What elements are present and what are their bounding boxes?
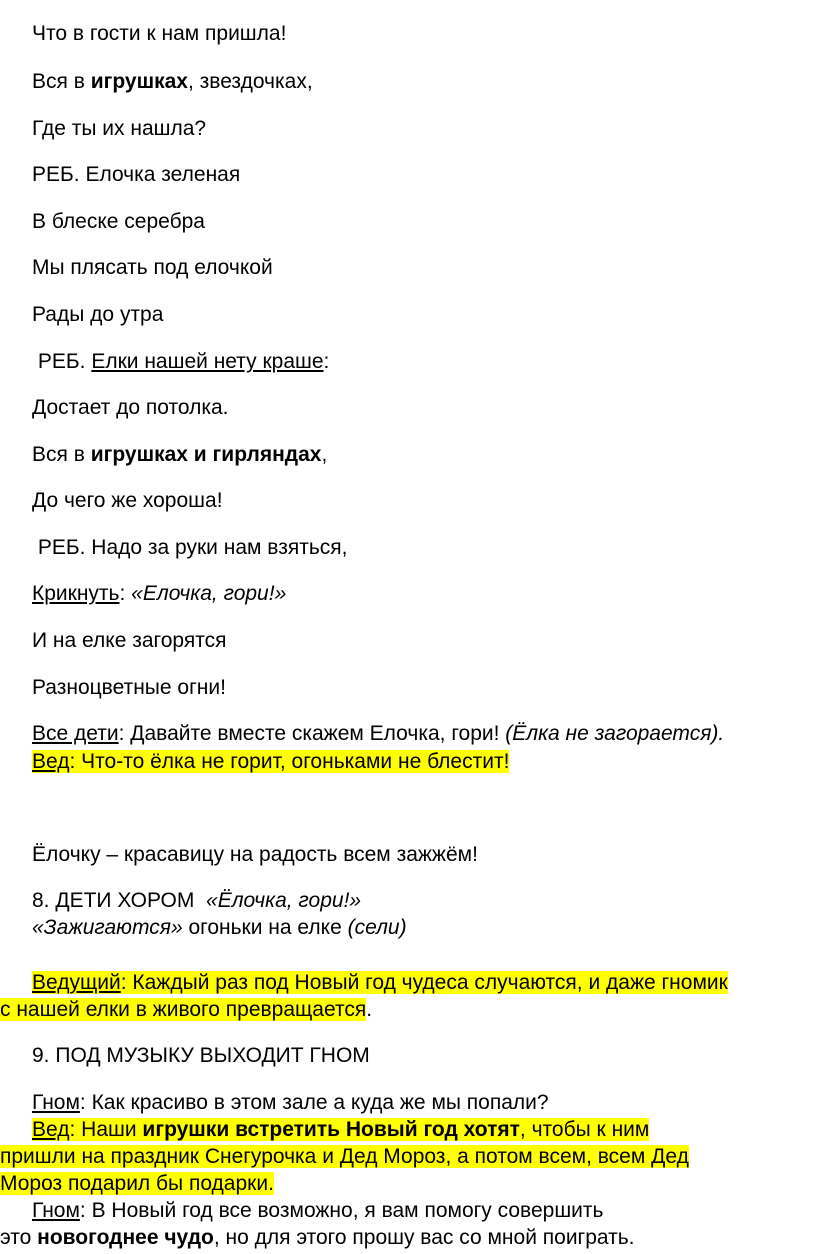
text-line: Крикнуть: «Елочка, гори!» bbox=[32, 582, 287, 605]
text-line: Мы плясать под елочкой bbox=[32, 256, 273, 279]
text-line: РЕБ. Елки нашей нету краше: bbox=[32, 350, 330, 373]
text-line: «Зажигаются» огоньки на елке (сели) bbox=[32, 916, 407, 939]
text-line: Все дети: Давайте вместе скажем Елочка, гори! (Ёлка не загорается). bbox=[32, 722, 725, 745]
text-line: 8. ДЕТИ ХОРОМ «Ёлочка, гори!» bbox=[32, 889, 362, 912]
text-line: Достает до потолка. bbox=[32, 396, 229, 419]
text-line: Гном: В Новый год все возможно, я вам помогу совершить bbox=[32, 1199, 604, 1222]
text-line: это новогоднее чудо, но для этого прошу вас со мной поиграть. bbox=[0, 1226, 635, 1249]
text-line: РЕБ. Елочка зеленая bbox=[32, 163, 241, 186]
text-line-highlighted: Вед: Что-то ёлка не горит, огоньками не блестит! bbox=[32, 750, 510, 773]
text-line-highlighted: Вед: Наши игрушки встретить Новый год хотят, чтобы к ним bbox=[32, 1118, 650, 1141]
text-line: РЕБ. Надо за руки нам взяться, bbox=[32, 536, 348, 559]
text-line: Вся в игрушках, звездочках, bbox=[32, 70, 313, 93]
text-line: Разноцветные огни! bbox=[32, 676, 226, 699]
text-line: Что в гости к нам пришла! bbox=[32, 22, 287, 45]
text-line: В блеске серебра bbox=[32, 210, 205, 233]
text-line-highlighted: с нашей елки в живого превращается. bbox=[0, 998, 373, 1021]
text-line-highlighted: пришли на праздник Снегурочка и Дед Мороз, а потом всем, всем Дед bbox=[0, 1145, 689, 1168]
text-line: И на елке загорятся bbox=[32, 629, 227, 652]
text-line: До чего же хороша! bbox=[32, 489, 223, 512]
text-line: Вся в игрушках и гирляндах, bbox=[32, 443, 328, 466]
text-line-highlighted: Мороз подарил бы подарки. bbox=[0, 1172, 274, 1195]
text-line: 9. ПОД МУЗЫКУ ВЫХОДИТ ГНОМ bbox=[32, 1044, 370, 1067]
text-line: Рады до утра bbox=[32, 303, 164, 326]
text-line: Где ты их нашла? bbox=[32, 117, 207, 140]
text-line: Гном: Как красиво в этом зале а куда же мы попали? bbox=[32, 1091, 549, 1114]
text-line-highlighted: Ведущий: Каждый раз под Новый год чудеса случаются, и даже гномик bbox=[32, 971, 728, 994]
text-line: Ёлочку – красавицу на радость всем зажжём! bbox=[32, 843, 478, 866]
